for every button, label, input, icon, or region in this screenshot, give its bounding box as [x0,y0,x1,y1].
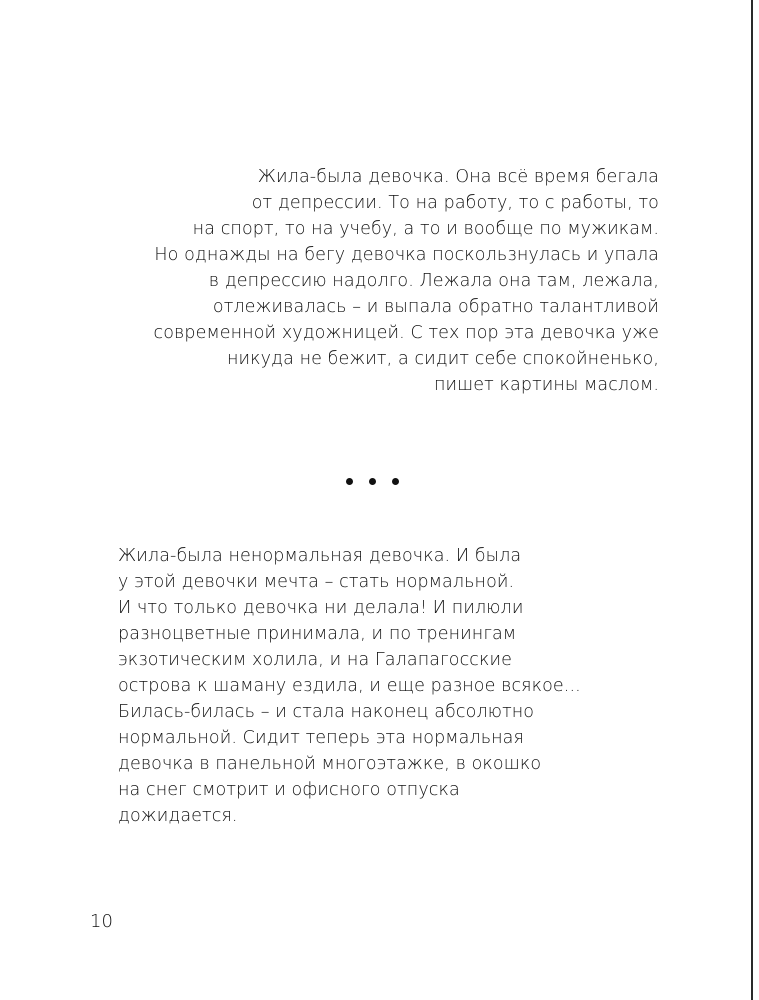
story-two-line: на снег смотрит и офисного отпуска [118,780,460,800]
story-one-line: в депрессию надолго. Лежала она там, лежала, [208,271,659,291]
story-two-line: дожидается. [118,806,238,826]
story-one-line: от депрессии. То на работу, то с работы, то [251,193,659,213]
story-one-line: Но однажды на бегу девочка поскользнулась и упала [154,245,659,265]
story-two-line: девочка в панельной многоэтажке, в окошко [118,754,542,774]
story-one-line: на спорт, то на учебу, а то и вообще по мужикам. [192,219,659,239]
story-two-line: экзотическим холила, и на Галапагосские [118,650,513,670]
story-one-paragraph [154,164,659,398]
page-edge-line [751,0,753,1000]
story-two-line: разноцветные принимала, и по тренингам [118,624,517,644]
story-one-line: Жила-была девочка. Она всё время бегала [257,167,659,187]
section-divider [346,478,399,485]
story-one-line: пишет картины маслом. [434,375,659,395]
story-one-line: никуда не бежит, а сидит себе спокойненько, [227,349,659,369]
story-two-line: у этой девочки мечта – стать нормальной. [118,572,515,592]
story-two-paragraph [118,543,581,829]
story-one-line: отлеживалась – и выпала обратно талантливой [212,297,659,317]
story-two-line: нормальной. Сидит теперь эта нормальная [118,728,524,748]
story-two-line: острова к шаману ездила, и еще разное всякое... [118,676,581,696]
story-two-line: Билась-билась – и стала наконец абсолютно [118,702,535,722]
story-two-line: Жила-была ненормальная девочка. И была [118,546,522,566]
divider-dot [369,478,376,485]
page-number: 10 [90,911,113,932]
story-one-line: современной художницей. С тех пор эта девочка уже [153,323,659,343]
story-two-line: И что только девочка ни делала! И пилюли [118,598,524,618]
divider-dot [392,478,399,485]
divider-dot [346,478,353,485]
